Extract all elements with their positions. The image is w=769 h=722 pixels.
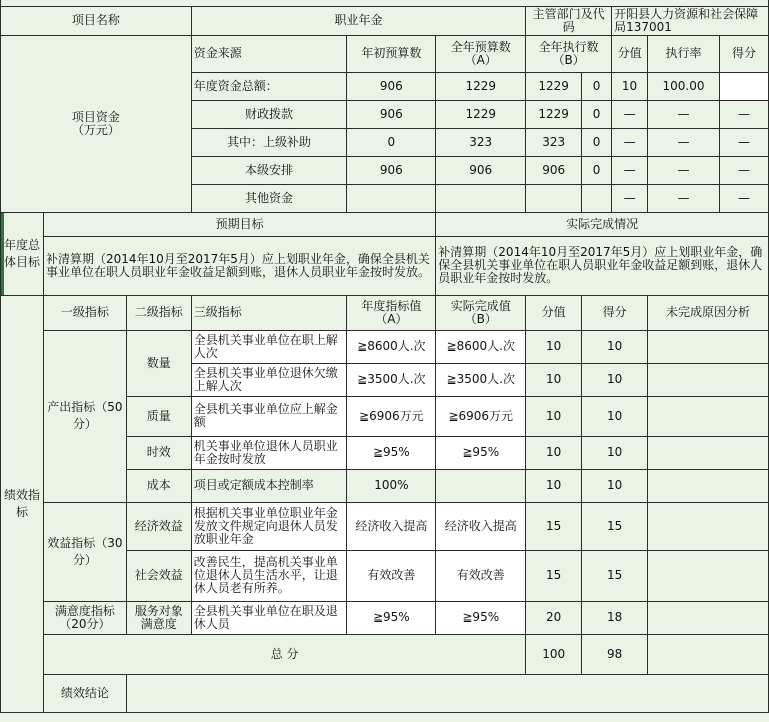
funds-source: 本级安排 <box>191 156 347 184</box>
funds-score: — <box>719 156 768 184</box>
funds-executed: 1229 <box>526 100 582 128</box>
funds-annual: 323 <box>436 128 526 156</box>
actual-value: ≧6906万元 <box>436 396 526 436</box>
funds-exec-rate: — <box>648 100 720 128</box>
actual-value: ≧95% <box>436 436 526 469</box>
perf-row <box>1 601 769 634</box>
score-value: 10 <box>526 436 582 469</box>
perf-col-level2: 二级指标 <box>126 295 191 330</box>
conclusion-label: 绩效结论 <box>43 674 126 712</box>
reason <box>648 396 769 436</box>
score-value: 15 <box>526 502 582 550</box>
funds-executed <box>526 184 582 212</box>
performance-section-label: 绩效指标 <box>1 295 44 712</box>
target-value: ≧95% <box>347 601 436 634</box>
conclusion-row <box>1 674 769 712</box>
score: 10 <box>582 436 648 469</box>
expected-goal-text: 补清算期（2014年10月至2017年5月）应上划职业年金，确保全县机关事业单位在职人员职业年金收益足额到账，退休人员职业年金按时发放。 <box>43 236 435 295</box>
total-label: 总 分 <box>43 634 525 674</box>
perf-col-score-value: 分值 <box>526 295 582 330</box>
funds-col-score: 得分 <box>719 35 768 72</box>
funds-source: 其他资金 <box>191 184 347 212</box>
perf-col-level1: 一级指标 <box>43 295 126 330</box>
funds-col-exec-rate: 执行率 <box>648 35 720 72</box>
perf-col-reason: 未完成原因分析 <box>648 295 769 330</box>
project-name-label: 项目名称 <box>1 6 192 35</box>
reason <box>648 436 769 469</box>
dept-label: 主管部门及代码 <box>526 6 612 35</box>
funds-executed: 323 <box>526 128 582 156</box>
funds-annual: 1229 <box>436 100 526 128</box>
actual-value: ≧95% <box>436 601 526 634</box>
target-value: ≧95% <box>347 436 436 469</box>
reason <box>648 502 769 550</box>
target-value: 有效改善 <box>347 550 436 601</box>
actual-value: 经济收入提高 <box>436 502 526 550</box>
score: 18 <box>582 601 648 634</box>
funds-executed: 1229 <box>526 72 582 100</box>
perf-row <box>1 330 769 363</box>
level2-cost: 成本 <box>126 469 191 502</box>
funds-exec-flag: 0 <box>582 100 612 128</box>
score: 10 <box>582 330 648 363</box>
level2-timeliness: 时效 <box>126 436 191 469</box>
reason <box>648 363 769 396</box>
score-value: 15 <box>526 550 582 601</box>
funds-annual: 906 <box>436 156 526 184</box>
funds-initial: 906 <box>347 100 436 128</box>
group-output-label: 产出指标（50分） <box>43 330 126 502</box>
actual-value: ≧3500人.次 <box>436 363 526 396</box>
perf-col-level3: 三级指标 <box>191 295 347 330</box>
funds-exec-rate: — <box>648 156 720 184</box>
level3-text: 全县机关事业单位在职上解人次 <box>191 330 347 363</box>
perf-col-score: 得分 <box>582 295 648 330</box>
level3-text: 机关事业单位退休人员职业年金按时发放 <box>191 436 347 469</box>
level3-text: 项目或定额成本控制率 <box>191 469 347 502</box>
perf-row <box>1 502 769 550</box>
score: 15 <box>582 550 648 601</box>
actual-value: 有效改善 <box>436 550 526 601</box>
funds-exec-rate: — <box>648 128 720 156</box>
level3-text: 全县机关事业单位在职及退休人员 <box>191 601 347 634</box>
total-reason <box>648 634 769 674</box>
funds-exec-flag <box>582 184 612 212</box>
target-value: 100% <box>347 469 436 502</box>
funds-col-score-value: 分值 <box>612 35 648 72</box>
funds-col-annual: 全年预算数（A） <box>436 35 526 72</box>
target-value: ≧6906万元 <box>347 396 436 436</box>
score: 15 <box>582 502 648 550</box>
funds-initial: 906 <box>347 72 436 100</box>
funds-exec-flag: 0 <box>582 156 612 184</box>
funds-exec-flag: 0 <box>582 128 612 156</box>
reason <box>648 330 769 363</box>
score: 10 <box>582 396 648 436</box>
funds-col-initial: 年初预算数 <box>347 35 436 72</box>
level3-text: 全县机关事业单位应上解金额 <box>191 396 347 436</box>
funds-score-value: — <box>612 156 648 184</box>
funds-score-value: — <box>612 100 648 128</box>
funds-section-label: 项目资金 （万元） <box>1 35 192 212</box>
group-satisfaction-label: 满意度指标（20分） <box>43 601 126 634</box>
funds-source: 其中：上级补助 <box>191 128 347 156</box>
funds-executed: 906 <box>526 156 582 184</box>
level2-economic: 经济效益 <box>126 502 191 550</box>
funds-score: — <box>719 128 768 156</box>
funds-score-value: — <box>612 128 648 156</box>
funds-exec-rate: 100.00 <box>648 72 720 100</box>
total-row <box>1 634 769 674</box>
level3-text: 全县机关事业单位退休欠缴上解人次 <box>191 363 347 396</box>
level2-quantity: 数量 <box>126 330 191 396</box>
dept-value: 开阳县人力资源和社会保障局137001 <box>612 6 769 35</box>
actual-value <box>436 469 526 502</box>
actual-goal-text: 补清算期（2014年10月至2017年5月）应上划职业年金，确保全县机关事业单位在职人员职业年金收益足额到账，退休人员职业年金按时发放。 <box>436 236 769 295</box>
funds-annual <box>436 184 526 212</box>
score-value: 10 <box>526 469 582 502</box>
level2-social: 社会效益 <box>126 550 191 601</box>
score-value: 10 <box>526 363 582 396</box>
level2-quality: 质量 <box>126 396 191 436</box>
actual-value: ≧8600人.次 <box>436 330 526 363</box>
target-value: 经济收入提高 <box>347 502 436 550</box>
funds-score <box>719 72 768 100</box>
funds-source: 财政拨款 <box>191 100 347 128</box>
goals-section-label: 年度总体目标 <box>1 212 44 295</box>
level2-service: 服务对象满意度 <box>126 601 191 634</box>
group-benefit-label: 效益指标（30分） <box>43 502 126 601</box>
score: 10 <box>582 469 648 502</box>
funds-score-value: 10 <box>612 72 648 100</box>
funds-initial: 906 <box>347 156 436 184</box>
expected-goal-label: 预期目标 <box>43 212 435 236</box>
reason <box>648 469 769 502</box>
target-value: ≧8600人.次 <box>347 330 436 363</box>
funds-exec-rate: — <box>648 184 720 212</box>
project-name: 职业年金 <box>191 6 525 35</box>
funds-score: — <box>719 184 768 212</box>
perf-col-target: 年度指标值（A） <box>347 295 436 330</box>
actual-goal-label: 实际完成情况 <box>436 212 769 236</box>
reason <box>648 550 769 601</box>
funds-source: 年度资金总额： <box>191 72 347 100</box>
funds-score: — <box>719 100 768 128</box>
total-score: 98 <box>582 634 648 674</box>
funds-initial: 0 <box>347 128 436 156</box>
perf-col-actual: 实际完成值（B） <box>436 295 526 330</box>
funds-col-source: 资金来源 <box>191 35 347 72</box>
funds-annual: 1229 <box>436 72 526 100</box>
target-value: ≧3500人.次 <box>347 363 436 396</box>
conclusion-text <box>126 674 768 712</box>
funds-exec-flag: 0 <box>582 72 612 100</box>
score-value: 10 <box>526 330 582 363</box>
score-value: 20 <box>526 601 582 634</box>
funds-initial <box>347 184 436 212</box>
reason <box>648 601 769 634</box>
funds-col-executed: 全年执行数（B） <box>526 35 612 72</box>
funds-score-value: — <box>612 184 648 212</box>
level3-text: 改善民生，提高机关事业单位退休人员生活水平，让退休人员老有所养。 <box>191 550 347 601</box>
total-score-value: 100 <box>526 634 582 674</box>
score-value: 10 <box>526 396 582 436</box>
score: 10 <box>582 363 648 396</box>
level3-text: 根据机关事业单位职业年金发放文件规定向退休人员发放职业年金 <box>191 502 347 550</box>
